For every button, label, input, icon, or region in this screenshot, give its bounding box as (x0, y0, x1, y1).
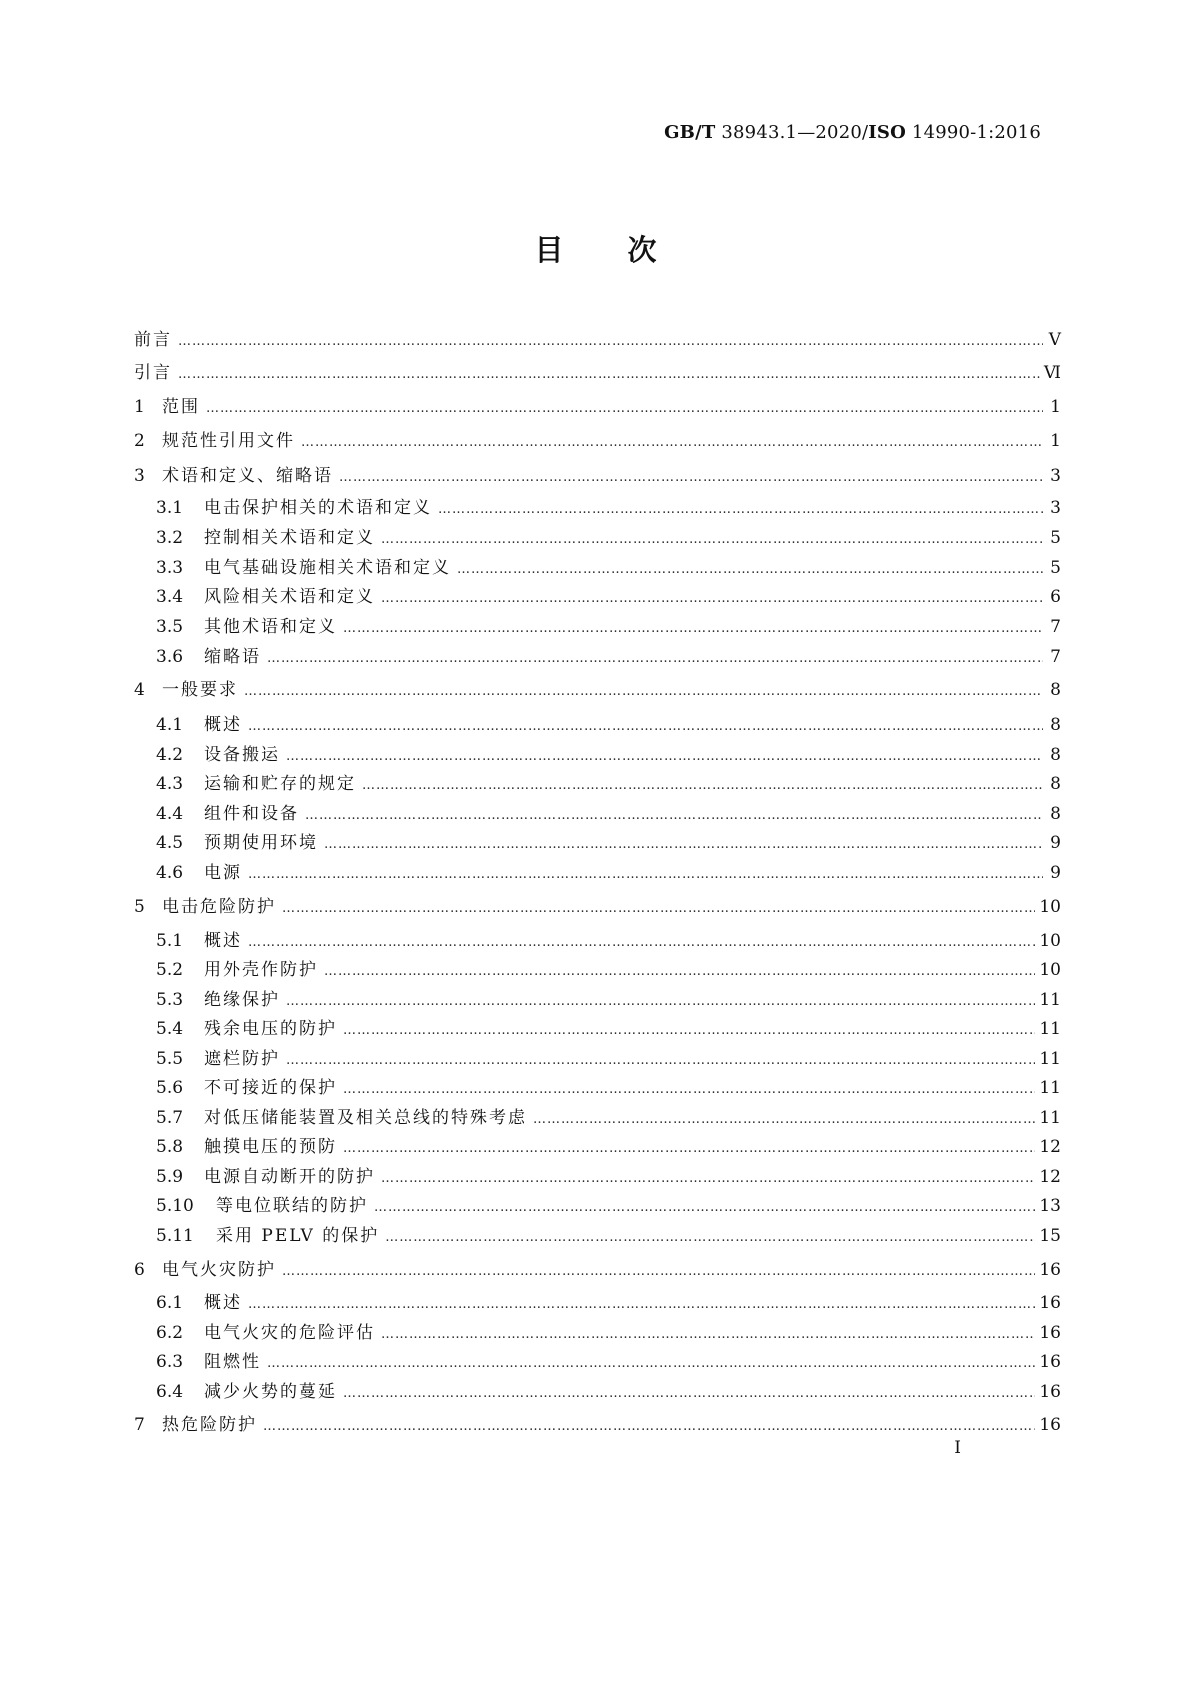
toc-leader (374, 1196, 1035, 1220)
toc-entry-number: 3.3 (156, 558, 184, 578)
toc-leader (305, 804, 1043, 828)
toc-entry-number: 3.1 (156, 498, 184, 518)
toc-entry[interactable] (134, 1321, 1061, 1345)
toc-leader (244, 680, 1043, 704)
toc-entry-label: 引言 (134, 363, 172, 383)
toc-entry-label: 电气基础设施相关术语和定义 (204, 558, 451, 578)
toc-entry[interactable] (134, 585, 1061, 609)
toc-entry-page: 10 (1039, 897, 1061, 917)
toc-leader (381, 587, 1043, 611)
toc-entry[interactable] (134, 958, 1061, 982)
toc-entry-number: 5.4 (156, 1019, 184, 1039)
toc-entry-number: 5.9 (156, 1167, 184, 1187)
toc-entry-page: 12 (1039, 1167, 1061, 1187)
toc-entry[interactable] (134, 1165, 1061, 1189)
toc-entry-page: 6 (1050, 587, 1061, 607)
toc-entry-page: 11 (1039, 1078, 1061, 1098)
toc-entry-page: 11 (1039, 1049, 1061, 1069)
toc-entry[interactable] (134, 645, 1061, 669)
toc-entry-label: 运输和贮存的规定 (204, 774, 356, 794)
toc-entry-label: 电击危险防护 (162, 897, 276, 917)
toc-entry[interactable] (134, 1194, 1061, 1218)
toc-leader (362, 774, 1043, 798)
toc-entry-page: 9 (1050, 833, 1061, 853)
toc-entry-label: 电击保护相关的术语和定义 (204, 498, 432, 518)
toc-entry-number: 4.5 (156, 833, 184, 853)
toc-leader (457, 558, 1043, 582)
toc-leader (343, 1137, 1035, 1161)
toc-entry-number: 3.5 (156, 617, 184, 637)
toc-entry[interactable] (134, 929, 1061, 953)
toc-entry-number: 6.1 (156, 1293, 184, 1313)
toc-entry-page: 8 (1050, 745, 1061, 765)
iso-number: 14990-1:2016 (906, 122, 1041, 143)
toc-leader (178, 363, 1040, 387)
toc-entry[interactable] (134, 615, 1061, 639)
toc-leader (248, 863, 1043, 887)
toc-entry-label: 术语和定义、缩略语 (162, 466, 333, 486)
toc-leader (381, 528, 1043, 552)
toc-entry-page: Ⅵ (1043, 363, 1061, 383)
toc-entry-page: 10 (1039, 931, 1061, 951)
toc-entry-label: 电气火灾的危险评估 (204, 1323, 375, 1343)
toc-entry-label: 控制相关术语和定义 (204, 528, 375, 548)
toc-entry-label: 规范性引用文件 (162, 431, 295, 451)
toc-entry-number: 5 (134, 897, 145, 917)
toc-leader (343, 1382, 1035, 1406)
toc-leader (286, 990, 1035, 1014)
toc-entry-page: 5 (1050, 528, 1061, 548)
toc-leader (267, 647, 1043, 671)
toc-entry-number: 4.3 (156, 774, 184, 794)
toc-entry-page: 1 (1050, 431, 1061, 451)
toc-leader (339, 466, 1043, 490)
toc-entry-label: 触摸电压的预防 (204, 1137, 337, 1157)
toc-entry-number: 3.4 (156, 587, 184, 607)
toc-entry-label: 用外壳作防护 (204, 960, 318, 980)
toc-entry-page: 8 (1050, 774, 1061, 794)
toc-leader (286, 745, 1043, 769)
toc-entry[interactable] (134, 395, 1061, 419)
toc-entry[interactable] (134, 328, 1061, 352)
toc-entry-label: 组件和设备 (204, 804, 299, 824)
toc-entry-page: 15 (1039, 1226, 1061, 1246)
toc-entry-number: 6.3 (156, 1352, 184, 1372)
toc-entry-label: 不可接近的保护 (204, 1078, 337, 1098)
toc-entry[interactable] (134, 802, 1061, 826)
toc-entry[interactable] (134, 429, 1061, 453)
toc-entry-page: 11 (1039, 990, 1061, 1010)
toc-entry-page: 16 (1039, 1382, 1061, 1402)
toc-entry[interactable] (134, 1224, 1061, 1248)
toc-leader (263, 1415, 1035, 1439)
toc-entry[interactable] (134, 556, 1061, 580)
toc-entry-page: 16 (1039, 1415, 1061, 1435)
toc-leader (178, 330, 1043, 354)
toc-entry-number: 4.4 (156, 804, 184, 824)
toc-entry-label: 概述 (204, 1293, 242, 1313)
toc-entry-number: 5.8 (156, 1137, 184, 1157)
std-number: 38943.1—2020/ (715, 122, 869, 143)
toc-entry-page: 13 (1039, 1196, 1061, 1216)
toc-entry-number: 5.10 (156, 1196, 194, 1216)
toc-leader (267, 1352, 1035, 1376)
toc-leader (248, 1293, 1035, 1317)
toc-entry-page: 11 (1039, 1108, 1061, 1128)
toc-leader (324, 833, 1043, 857)
toc-entry[interactable] (134, 861, 1061, 885)
toc-entry[interactable] (134, 1017, 1061, 1041)
toc-entry[interactable] (134, 361, 1061, 385)
toc-entry[interactable] (134, 772, 1061, 796)
toc-entry[interactable] (134, 1291, 1061, 1315)
toc-leader (438, 498, 1043, 522)
toc-entry-page: 3 (1050, 498, 1061, 518)
toc-entry-number: 5.2 (156, 960, 184, 980)
toc-leader (286, 1049, 1035, 1073)
toc-leader (343, 1019, 1035, 1043)
toc-entry[interactable] (134, 464, 1061, 488)
toc-entry-label: 遮栏防护 (204, 1049, 280, 1069)
toc-entry-label: 设备搬运 (204, 745, 280, 765)
toc-entry-label: 电源 (204, 863, 242, 883)
toc-entry-page: 7 (1050, 617, 1061, 637)
toc-entry-label: 范围 (162, 397, 200, 417)
toc-entry-label: 减少火势的蔓延 (204, 1382, 337, 1402)
toc-entry[interactable] (134, 496, 1061, 520)
toc-leader (385, 1226, 1035, 1250)
page-number: I (954, 1438, 961, 1458)
toc-entry-page: 16 (1039, 1323, 1061, 1343)
toc-entry-label: 概述 (204, 715, 242, 735)
toc-entry-number: 6.2 (156, 1323, 184, 1343)
toc-leader (381, 1323, 1035, 1347)
toc-entry-label: 等电位联结的防护 (216, 1196, 368, 1216)
toc-leader (381, 1167, 1035, 1191)
toc-entry-number: 3.6 (156, 647, 184, 667)
toc-entry-number: 5.3 (156, 990, 184, 1010)
toc-entry[interactable] (134, 526, 1061, 550)
toc-entry-page: Ⅴ (1048, 330, 1061, 350)
toc-entry-number: 4.1 (156, 715, 184, 735)
toc-entry-page: 12 (1039, 1137, 1061, 1157)
toc-entry[interactable] (134, 1350, 1061, 1374)
toc-entry[interactable] (134, 1413, 1061, 1437)
iso-prefix: ISO (868, 122, 906, 143)
toc-entry-page: 16 (1039, 1260, 1061, 1280)
toc-entry-label: 绝缘保护 (204, 990, 280, 1010)
toc-entry-label: 概述 (204, 931, 242, 951)
toc-entry-number: 5.1 (156, 931, 184, 951)
toc-leader (248, 931, 1035, 955)
toc-entry[interactable] (134, 1135, 1061, 1159)
toc-entry-label: 其他术语和定义 (204, 617, 337, 637)
toc-entry-number: 1 (134, 397, 145, 417)
toc-entry[interactable] (134, 1380, 1061, 1404)
toc-entry-number: 2 (134, 431, 145, 451)
toc-entry-page: 8 (1050, 680, 1061, 700)
toc-entry-label: 对低压储能装置及相关总线的特殊考虑 (204, 1108, 527, 1128)
toc-entry-page: 7 (1050, 647, 1061, 667)
toc-entry-page: 16 (1039, 1352, 1061, 1372)
toc-entry[interactable] (134, 743, 1061, 767)
toc-entry[interactable] (134, 1106, 1061, 1130)
toc-entry-number: 4.2 (156, 745, 184, 765)
toc-entry-number: 5.6 (156, 1078, 184, 1098)
toc-entry[interactable] (134, 713, 1061, 737)
toc-entry-label: 热危险防护 (162, 1415, 257, 1435)
toc-entry-page: 1 (1050, 397, 1061, 417)
std-prefix: GB/T (664, 122, 716, 143)
toc-leader (533, 1108, 1035, 1132)
toc-entry-label: 一般要求 (162, 680, 238, 700)
toc-entry[interactable] (134, 1076, 1061, 1100)
toc-leader (282, 1260, 1035, 1284)
toc-leader (206, 397, 1043, 421)
toc-entry-number: 3.2 (156, 528, 184, 548)
toc-leader (301, 431, 1043, 455)
toc-leader (343, 617, 1043, 641)
toc-entry-number: 3 (134, 466, 145, 486)
toc-entry-label: 前言 (134, 330, 172, 350)
toc-entry-page: 10 (1039, 960, 1061, 980)
toc-entry-number: 4.6 (156, 863, 184, 883)
toc-entry-label: 风险相关术语和定义 (204, 587, 375, 607)
toc-entry-number: 6 (134, 1260, 145, 1280)
toc-entry[interactable] (134, 831, 1061, 855)
toc-entry-number: 7 (134, 1415, 145, 1435)
toc-entry-label: 采用 PELV 的保护 (216, 1226, 380, 1246)
toc-entry-page: 11 (1039, 1019, 1061, 1039)
toc-entry-page: 5 (1050, 558, 1061, 578)
toc-entry-label: 电源自动断开的防护 (204, 1167, 375, 1187)
toc-entry[interactable] (134, 1258, 1061, 1282)
toc-entry-label: 阻燃性 (204, 1352, 261, 1372)
toc-entry-number: 5.7 (156, 1108, 184, 1128)
toc-leader (343, 1078, 1035, 1102)
toc-entry-number: 5.11 (156, 1226, 194, 1246)
toc-entry-number: 6.4 (156, 1382, 184, 1402)
toc-entry-label: 预期使用环境 (204, 833, 318, 853)
toc-entry-page: 3 (1050, 466, 1061, 486)
toc-leader (324, 960, 1035, 984)
toc-entry-label: 残余电压的防护 (204, 1019, 337, 1039)
toc-entry-label: 缩略语 (204, 647, 261, 667)
toc-entry-number: 4 (134, 680, 145, 700)
standard-header (664, 122, 1041, 143)
toc-title: 目次 (534, 233, 721, 267)
toc-entry-page: 8 (1050, 715, 1061, 735)
toc-entry-page: 9 (1050, 863, 1061, 883)
toc-entry-number: 5.5 (156, 1049, 184, 1069)
toc-entry[interactable] (134, 988, 1061, 1012)
toc-entry[interactable] (134, 678, 1061, 702)
toc-entry[interactable] (134, 895, 1061, 919)
toc-entry-page: 16 (1039, 1293, 1061, 1313)
toc-leader (248, 715, 1043, 739)
toc-entry[interactable] (134, 1047, 1061, 1071)
toc-leader (282, 897, 1035, 921)
toc-entry-label: 电气火灾防护 (162, 1260, 276, 1280)
toc-entry-page: 8 (1050, 804, 1061, 824)
